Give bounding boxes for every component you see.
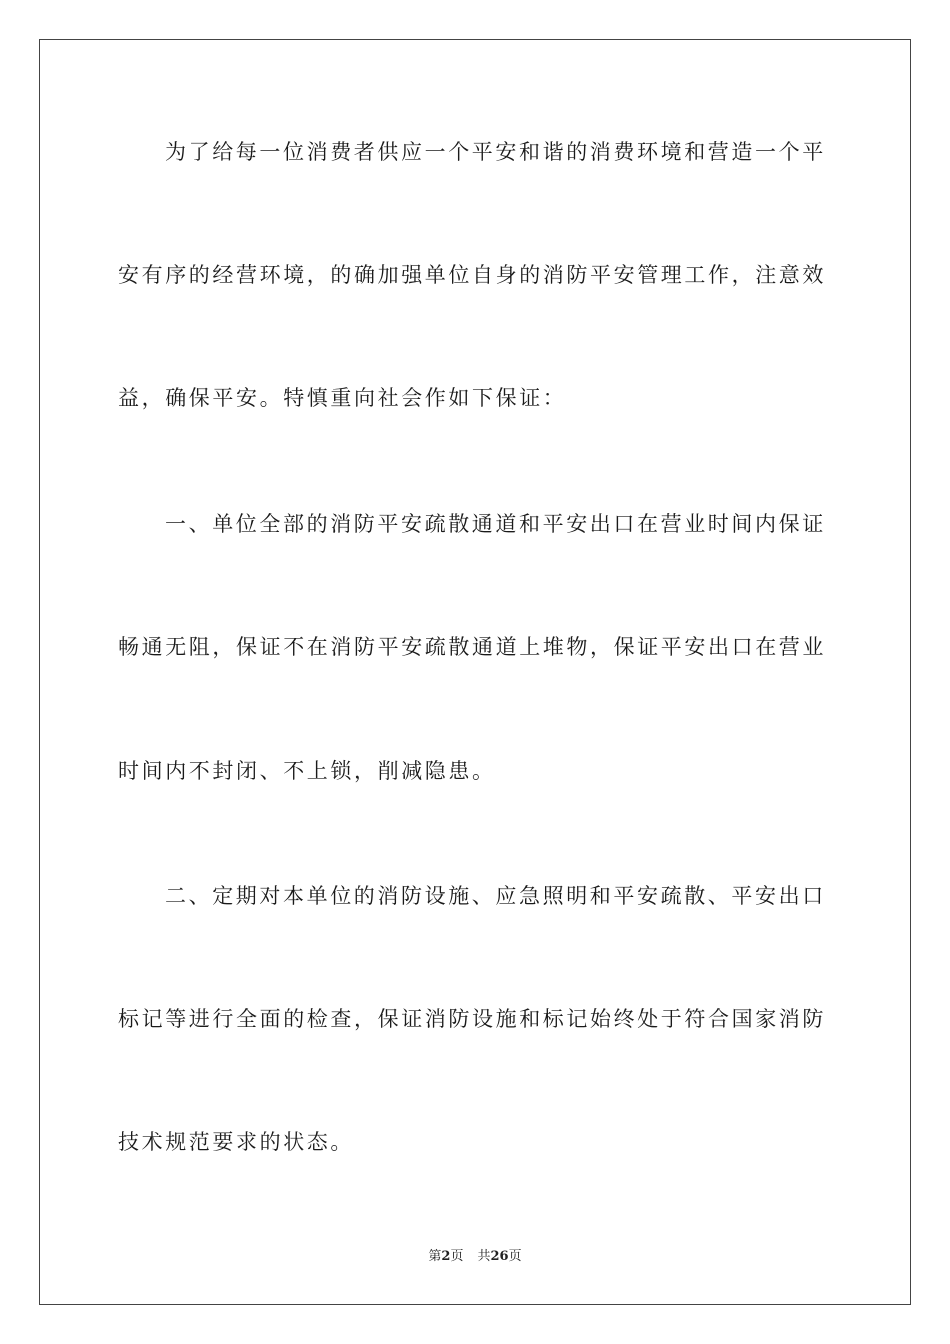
paragraph-3-line-2: 标记等进行全面的检查，保证消防设施和标记始终处于符合国家消防 — [118, 1007, 826, 1031]
page-prefix: 第 — [428, 1249, 442, 1264]
page-border — [39, 39, 911, 1305]
paragraph-2-line-2: 畅通无阻，保证不在消防平安疏散通道上堆物，保证平安出口在营业 — [118, 635, 826, 659]
total-suffix: 页 — [508, 1249, 522, 1264]
paragraph-3-line-1: 二、定期对本单位的消防设施、应急照明和平安疏散、平安出口 — [165, 884, 826, 908]
paragraph-1-line-2: 安有序的经营环境，的确加强单位自身的消防平安管理工作，注意效 — [118, 263, 826, 287]
paragraph-3-line-3: 技术规范要求的状态。 — [118, 1130, 354, 1154]
total-pages: 26 — [490, 1249, 509, 1264]
page-footer — [0, 1248, 950, 1266]
page-suffix: 页 — [450, 1249, 464, 1264]
paragraph-1-line-3: 益，确保平安。特慎重向社会作如下保证： — [118, 386, 567, 410]
paragraph-1-line-1: 为了给每一位消费者供应一个平安和谐的消费环境和营造一个平 — [165, 140, 826, 164]
paragraph-2-line-1: 一、单位全部的消防平安疏散通道和平安出口在营业时间内保证 — [165, 512, 826, 536]
paragraph-2-line-3: 时间内不封闭、不上锁，削减隐患。 — [118, 759, 496, 783]
page-number: 2 — [441, 1249, 451, 1264]
total-prefix: 共 — [477, 1249, 491, 1264]
